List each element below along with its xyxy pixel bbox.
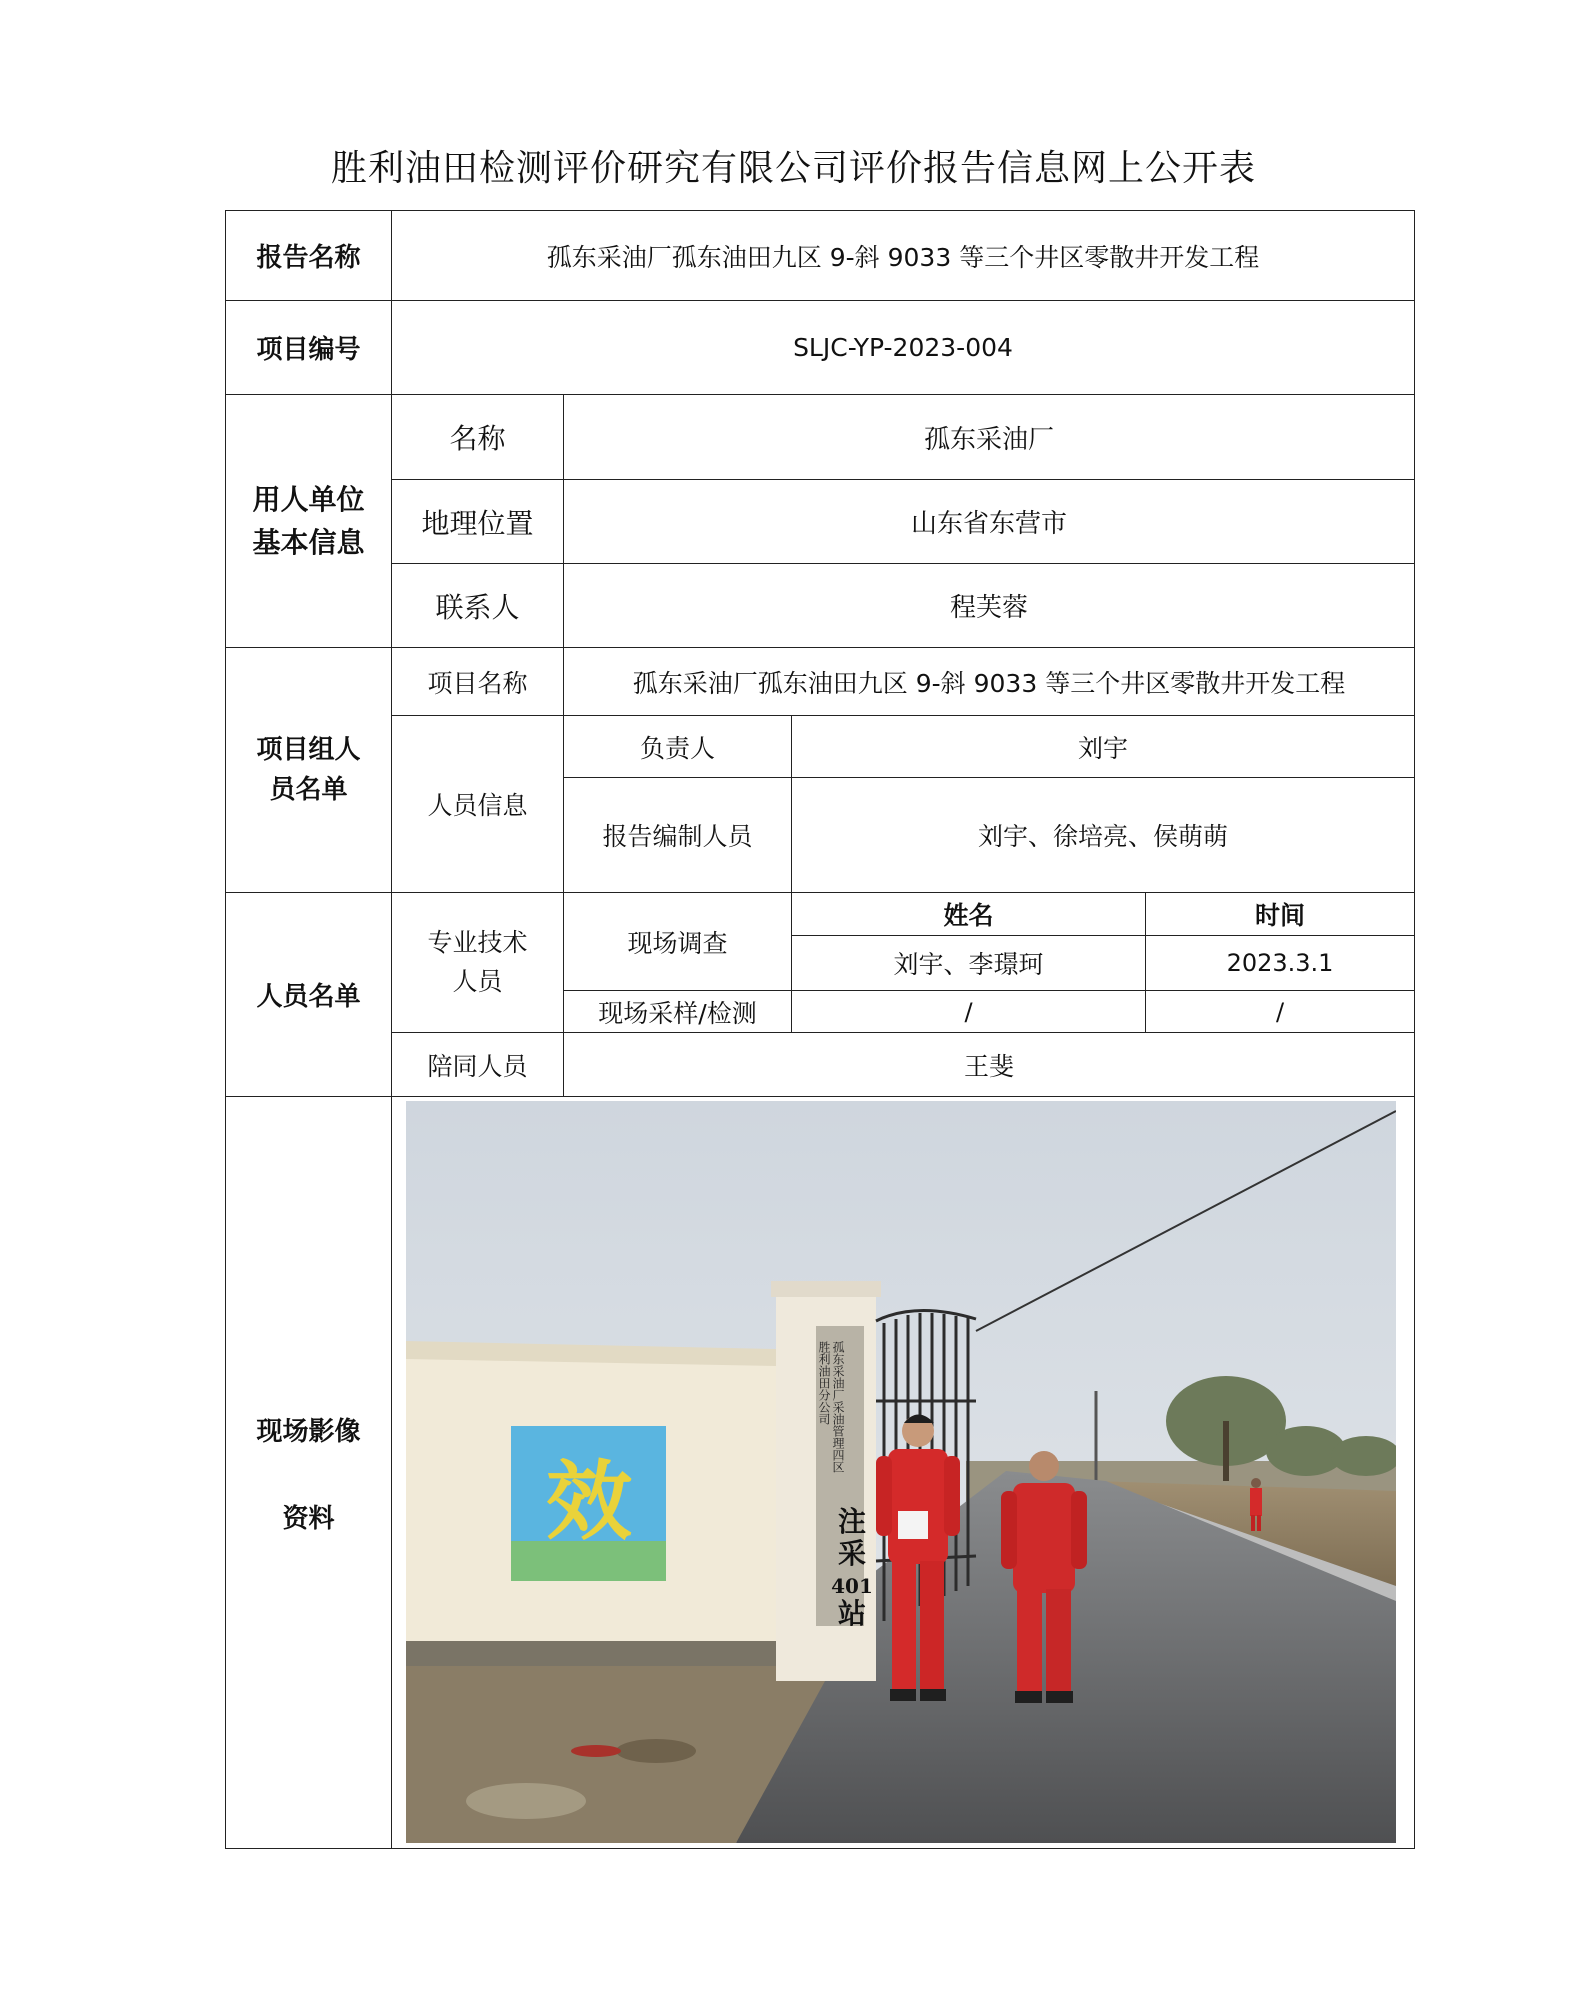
page-title: 胜利油田检测评价研究有限公司评价报告信息网上公开表: [330, 148, 1256, 189]
column-time-header: 时间: [1145, 892, 1415, 936]
photo-section-label: [225, 1096, 392, 1849]
employer-name-label: 名称: [391, 394, 564, 480]
plaque-char-4: 站: [837, 1597, 867, 1630]
team-project-name-value: 孤东采油厂孤东油田九区 9-斜 9033 等三个井区零散井开发工程: [563, 647, 1415, 716]
employer-location-value: 山东省东营市: [563, 479, 1415, 564]
survey-names: 刘宇、李璟珂: [791, 935, 1146, 991]
report-name-value: 孤东采油厂孤东油田九区 9-斜 9033 等三个井区零散井开发工程: [391, 210, 1415, 301]
plaque-char-3: 401: [831, 1574, 873, 1598]
report-name-label: 报告名称: [225, 210, 392, 301]
team-writers-label: 报告编制人员: [563, 777, 792, 893]
team-leader-value: 刘宇: [791, 715, 1415, 778]
team-section-label: 项目组人 员名单: [225, 647, 392, 893]
team-writers-value: 刘宇、徐培亮、侯萌萌: [791, 777, 1415, 893]
staff-section-label: 人员名单: [225, 892, 392, 1097]
project-number-label: 项目编号: [225, 300, 392, 395]
plaque-char-2: 采: [837, 1537, 867, 1570]
plaque-small-1: 胜利油田分公司: [817, 1341, 831, 1425]
project-number-value: SLJC-YP-2023-004: [391, 300, 1415, 395]
sampling-label: 现场采样/检测: [563, 990, 792, 1033]
tech-staff-label: 专业技术 人员: [391, 892, 564, 1033]
escort-value: 王斐: [563, 1032, 1415, 1097]
survey-label: 现场调查: [563, 892, 792, 991]
team-project-name-label: 项目名称: [391, 647, 564, 716]
employer-name-value: 孤东采油厂: [563, 394, 1415, 480]
employer-contact-label: 联系人: [391, 563, 564, 648]
column-name-header: 姓名: [791, 892, 1146, 936]
site-photo: [406, 1101, 1396, 1843]
plaque-small-2: 孤东采油厂采油管理四区: [831, 1341, 845, 1473]
employer-location-label: 地理位置: [391, 479, 564, 564]
sampling-names: /: [791, 990, 1146, 1033]
photo-section-label-line1: 现场影像: [256, 1416, 361, 1447]
sampling-time: /: [1145, 990, 1415, 1033]
plaque-char-1: 注: [837, 1505, 867, 1538]
employer-contact-value: 程芙蓉: [563, 563, 1415, 648]
employer-section-label: 用人单位 基本信息: [225, 394, 392, 648]
team-leader-label: 负责人: [563, 715, 792, 778]
escort-label: 陪同人员: [391, 1032, 564, 1097]
poster-char: 效: [546, 1452, 632, 1552]
photo-section-label-line2: 资料: [282, 1503, 335, 1534]
survey-time: 2023.3.1: [1145, 935, 1415, 991]
team-personnel-label: 人员信息: [391, 715, 564, 893]
